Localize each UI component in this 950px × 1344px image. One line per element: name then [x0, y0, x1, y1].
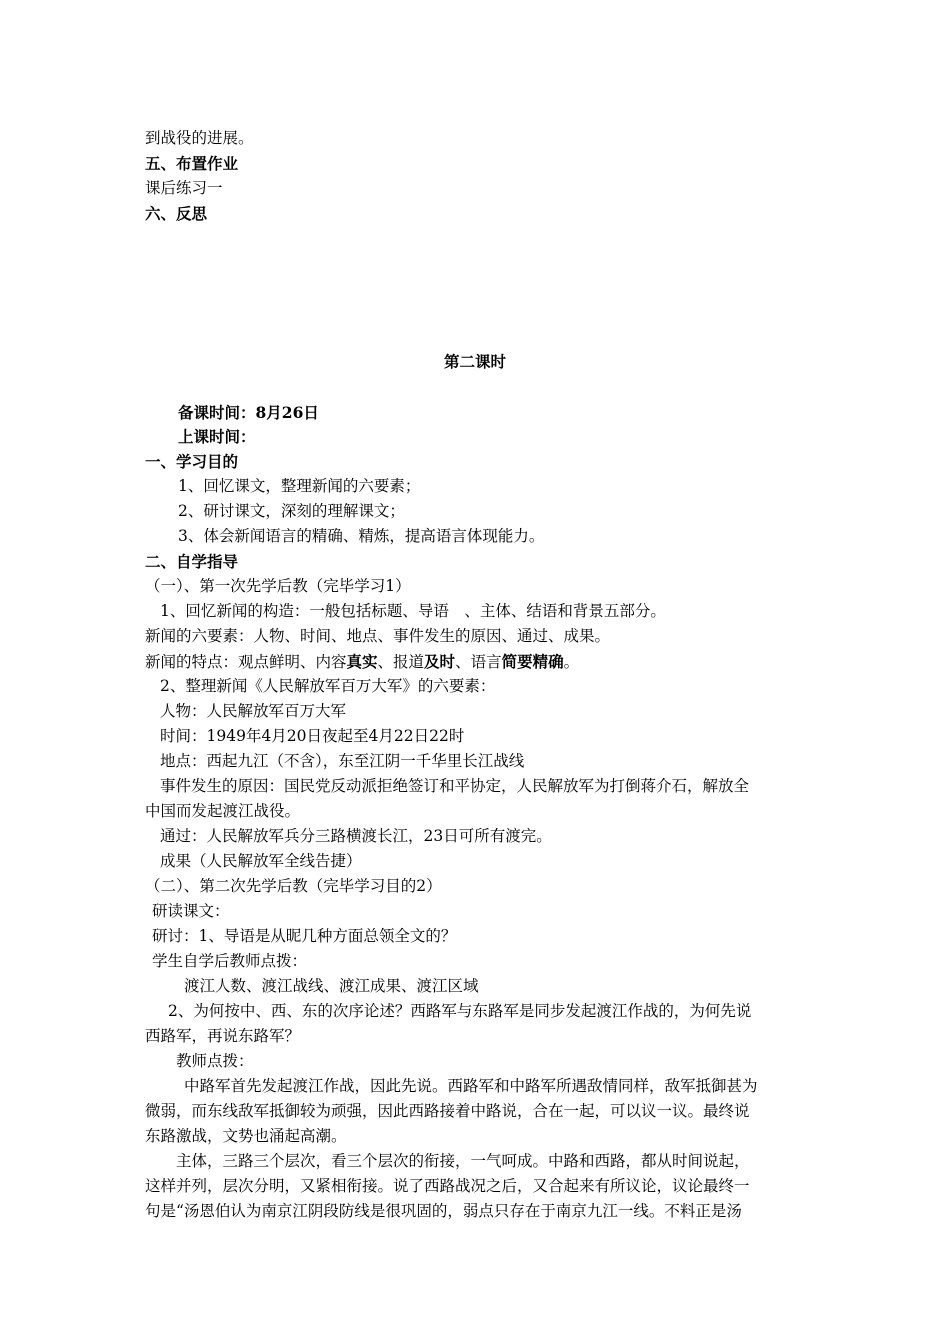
- bold-span: 真实: [346, 652, 378, 671]
- text-line: 新闻的六要素：人物、时间、地点、事件发生的原因、通过、成果。: [145, 627, 611, 645]
- text-line: 学生自学后教师点拨：: [152, 952, 308, 970]
- section-heading-homework: 五、布置作业: [145, 154, 239, 173]
- subsection-heading: （一）、第一次先学后教（完毕学习1）: [145, 577, 411, 595]
- goal-item: 3、体会新闻语言的精确、精炼，提高语言体现能力。: [178, 527, 545, 545]
- text-line: 到战役的进展。: [145, 129, 254, 147]
- section-heading-reflection: 六、反思: [145, 204, 208, 223]
- element-line: 事件发生的原因：国民党反动派拒绝签订和平协定，人民解放军为打倒蒋介石，解放全: [160, 777, 750, 795]
- bold-span: 简要精确: [501, 652, 564, 671]
- text-line: 主体，三路三个层次，看三个层次的衔接，一气呵成。中路和西路，都从时间说起，: [176, 1152, 750, 1170]
- section-heading-goals: 一、学习目的: [145, 452, 239, 471]
- lesson-title: 第二课时: [443, 352, 506, 371]
- element-line: 成果（人民解放军全线告捷）: [160, 852, 362, 870]
- text-line: 中路军首先发起渡江作战，因此先说。西路军和中路军所遇敌情同样，敌军抵御甚为: [184, 1077, 758, 1095]
- text-span: 。: [563, 653, 580, 671]
- text-line: 教师点拨：: [176, 1052, 254, 1070]
- goal-item: 2、研讨课文，深刻的理解课文；: [178, 502, 405, 520]
- text-line: 研讨：1、导语是从昵几种方面总领全文的？: [152, 927, 457, 945]
- text-line: 2、整理新闻《人民解放军百万大军》的六要素：: [160, 677, 496, 695]
- element-line: 中国而发起渡江战役。: [145, 802, 301, 820]
- text-span: 新闻的特点：观点鲜明、内容: [145, 653, 347, 671]
- text-line: 西路军，再说东路军？: [145, 1027, 301, 1045]
- text-line-features: [145, 649, 579, 675]
- section-heading-guidance: 二、自学指导: [145, 552, 239, 571]
- text-line: 1、回忆新闻的构造：一般包括标题、导语 、主体、结语和背景五部分。: [160, 602, 666, 620]
- element-line: 通过：人民解放军兵分三路横渡长江，23日可所有渡完。: [160, 827, 552, 845]
- text-line: 研读课文：: [152, 902, 230, 920]
- text-line: 渡江人数、渡江战线、渡江成果、渡江区域: [184, 977, 479, 995]
- element-line: 人物：人民解放军百万大军: [160, 702, 347, 720]
- text-line: 2、为何按中、西、东的次序论述？西路军与东路军是同步发起渡江作战的，为何先说: [168, 1002, 752, 1020]
- text-line: 课后练习一: [145, 179, 223, 197]
- element-line: 时间：1949年4月20日夜起至4月22日22时: [160, 727, 465, 745]
- bold-span: 及时: [424, 652, 456, 671]
- element-line: 地点：西起九江（不含），东至江阴一千华里长江战线: [160, 752, 525, 770]
- class-time: 上课时间：: [178, 427, 256, 446]
- subsection-heading: （二）、第二次先学后教（完毕学习目的2）: [145, 877, 442, 895]
- text-line: 句是“汤恩伯认为南京江阴段防线是很巩固的，弱点只存在于南京九江一线。不料正是汤: [145, 1202, 742, 1220]
- text-line: 微弱，而东线敌军抵御较为顽强，因此西路接着中路说，合在一起，可以议一议。最终说: [145, 1102, 750, 1120]
- prep-time: 备课时间：8月26日: [178, 403, 319, 422]
- text-line: 这样并列，层次分明，又紧相衔接。说了西路战况之后，又合起来有所议论，议论最终一: [145, 1177, 750, 1195]
- text-span: 、报道: [377, 653, 425, 671]
- text-line: 东路激战，文势也涌起高潮。: [145, 1127, 347, 1145]
- goal-item: 1、回忆课文，整理新闻的六要素；: [178, 477, 421, 495]
- text-span: 、语言: [455, 653, 502, 671]
